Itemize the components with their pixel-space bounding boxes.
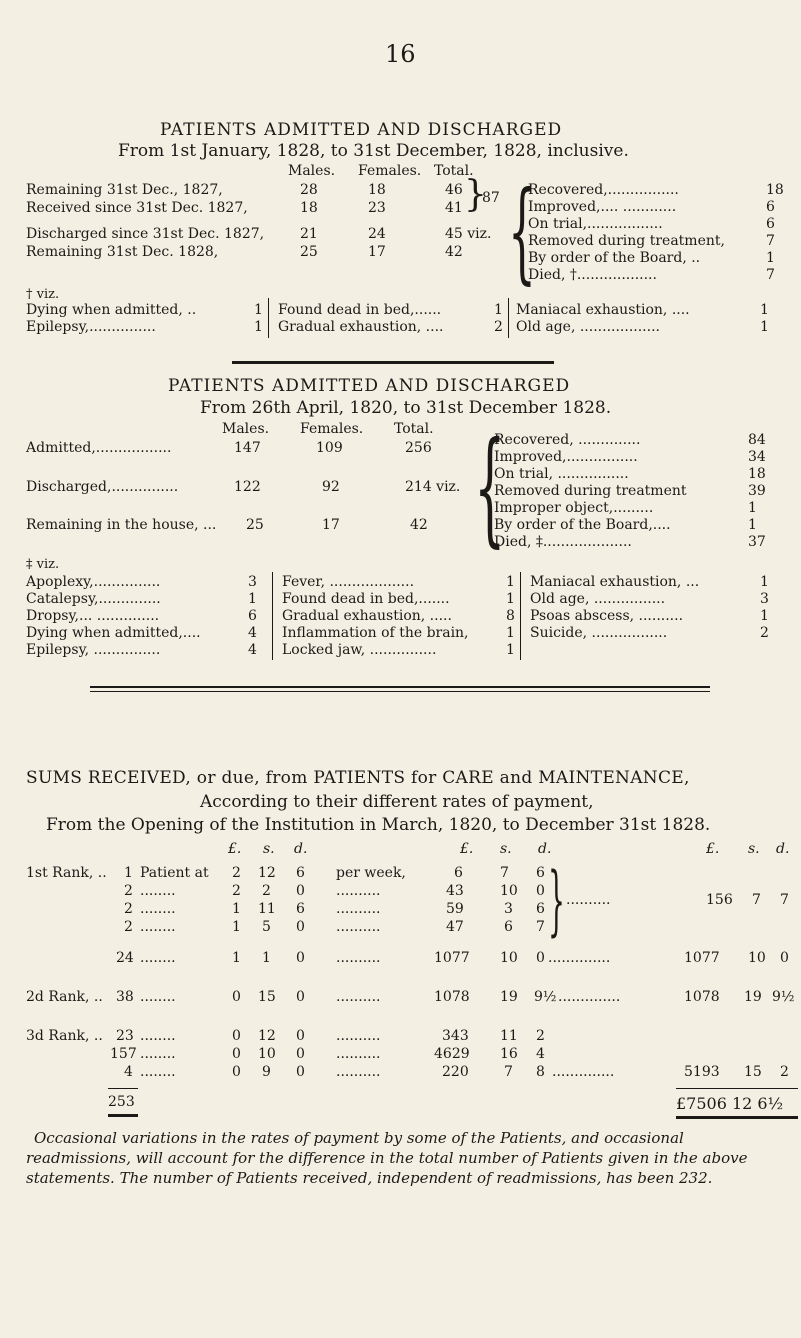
rate-pounds: 1 [232, 919, 241, 935]
section-1-title: PATIENTS ADMITTED AND DISCHARGED [160, 120, 563, 140]
outcome-value: 6 [766, 216, 775, 232]
subtotal-leader: .......... [566, 892, 611, 908]
section-3-subtitle: From the Opening of the Institution in March, 1820, to December 31st 1828. [46, 815, 711, 835]
row-females: 24 [368, 226, 386, 242]
outcome-label: On trial, ................ [494, 466, 629, 482]
subtotal-pounds: 156 [706, 892, 733, 908]
outcome-value: 18 [766, 182, 784, 198]
total-pounds: 220 [442, 1064, 469, 1080]
death-label: Maniacal exhaustion, .... [516, 302, 690, 318]
rate-period: .......... [336, 1028, 381, 1044]
row-females: 17 [322, 517, 340, 533]
death-value: 3 [248, 574, 257, 590]
row-total: 42 [445, 244, 463, 260]
section-1-subtitle: From 1st January, 1828, to 31st December, 1828, inclusive. [118, 141, 629, 161]
death-label: Inflammation of the brain, [282, 625, 469, 641]
outcome-label: Died, ‡.................... [494, 534, 632, 550]
rate-label: ........ [140, 1064, 176, 1080]
outcome-label: By order of the Board, .. [528, 250, 701, 266]
death-label: Psoas abscess, .......... [530, 608, 684, 624]
row-label: Remaining in the house, ... [26, 517, 217, 533]
rank-label: 1st Rank, .. [26, 865, 107, 881]
subtotal-leader: .............. [558, 989, 621, 1005]
rate-pence: 0 [296, 1028, 305, 1044]
row-males: 25 [246, 517, 264, 533]
row-females: 18 [368, 182, 386, 198]
divider-rule [90, 691, 710, 692]
rate-label: ........ [140, 1046, 176, 1062]
brace-small: } [464, 174, 487, 215]
total-pence: 8 [536, 1064, 545, 1080]
death-value: 1 [760, 302, 769, 318]
subtotal-shillings: 7 [752, 892, 761, 908]
rate-shillings: 12 [258, 1028, 276, 1044]
death-value: 1 [254, 319, 263, 335]
rate-pounds: 0 [232, 989, 241, 1005]
outcome-label: Recovered,................ [528, 182, 679, 198]
outcome-label: Improved,.... ............ [528, 199, 677, 215]
outcome-label: Removed during treatment [494, 483, 687, 499]
death-value: 4 [248, 642, 257, 658]
total-shillings: 16 [500, 1046, 518, 1062]
rate-shillings: 12 [258, 865, 276, 881]
patient-count: 23 [116, 1028, 134, 1044]
rate-shillings: 9 [262, 1064, 271, 1080]
patient-count: 157 [110, 1046, 137, 1062]
rate-label: ........ [140, 919, 176, 935]
rate-pounds: 0 [232, 1046, 241, 1062]
header-pence: d. [776, 841, 790, 857]
death-value: 2 [760, 625, 769, 641]
subtotal-leader: .............. [552, 1064, 615, 1080]
subtotal-shillings: 19 [744, 989, 762, 1005]
death-value: 1 [506, 625, 515, 641]
header-shilling: s. [748, 841, 760, 857]
rate-period: .......... [336, 919, 381, 935]
rate-shillings: 15 [258, 989, 276, 1005]
total-pence: 2 [536, 1028, 545, 1044]
rate-label: Patient at [140, 865, 209, 881]
total-shillings: 3 [504, 901, 513, 917]
outcome-value: 6 [766, 199, 775, 215]
total-shillings: 19 [500, 989, 518, 1005]
column-divider [520, 572, 521, 660]
total-shillings: 7 [504, 1064, 513, 1080]
death-value: 1 [494, 302, 503, 318]
death-label: Dropsy,... .............. [26, 608, 160, 624]
row-total: 256 [405, 440, 432, 456]
col-total: Total. [434, 163, 474, 179]
header-shilling: s. [500, 841, 512, 857]
total-pounds: 1078 [434, 989, 470, 1005]
rate-pence: 0 [296, 1046, 305, 1062]
death-label: Dying when admitted, .. [26, 302, 197, 318]
outcome-value: 7 [766, 267, 775, 283]
column-divider [272, 572, 273, 660]
subtotal-shillings: 15 [744, 1064, 762, 1080]
total-shillings: 10 [500, 883, 518, 899]
outcome-value: 7 [766, 233, 775, 249]
column-divider [268, 298, 269, 338]
rate-pence: 0 [296, 883, 305, 899]
total-pence: 6 [536, 865, 545, 881]
rate-period: .......... [336, 1064, 381, 1080]
row-label: Discharged since 31st Dec. 1827, [26, 226, 265, 242]
outcome-value: 84 [748, 432, 766, 448]
page-number: 16 [385, 40, 416, 68]
outcome-label: Removed during treatment, [528, 233, 725, 249]
row-females: 23 [368, 200, 386, 216]
total-shillings: 7 [500, 865, 509, 881]
rate-shillings: 5 [262, 919, 271, 935]
total-pounds: 59 [446, 901, 464, 917]
row-total: 46 [445, 182, 463, 198]
total-pence: 0 [536, 950, 545, 966]
rate-pence: 0 [296, 919, 305, 935]
patient-count: 4 [124, 1064, 133, 1080]
row-label: Remaining 31st Dec., 1827, [26, 182, 223, 198]
death-label: Found dead in bed,...... [278, 302, 442, 318]
death-value: 8 [506, 608, 515, 624]
rate-label: ........ [140, 883, 176, 899]
row-females: 109 [316, 440, 343, 456]
death-label: Found dead in bed,....... [282, 591, 450, 607]
row-total: 41 [445, 200, 463, 216]
section-2-subtitle: From 26th April, 1820, to 31st December 1828. [200, 398, 612, 418]
death-value: 6 [248, 608, 257, 624]
rate-pence: 0 [296, 1064, 305, 1080]
total-shillings: 6 [504, 919, 513, 935]
rank-label: 3d Rank, .. [26, 1028, 103, 1044]
patient-count: 38 [116, 989, 134, 1005]
outcome-label: Improper object,......... [494, 500, 654, 516]
death-value: 4 [248, 625, 257, 641]
death-value: 1 [760, 608, 769, 624]
outcome-label: Improved,................ [494, 449, 638, 465]
sum-rule [676, 1116, 798, 1119]
outcome-label: Recovered, .............. [494, 432, 641, 448]
rate-pounds: 0 [232, 1064, 241, 1080]
divider-rule [232, 361, 554, 364]
patient-count: 2 [124, 883, 133, 899]
rank-label: 2d Rank, .. [26, 989, 103, 1005]
total-pounds: 343 [442, 1028, 469, 1044]
outcome-value: 34 [748, 449, 766, 465]
grand-total: £7506 12 6½ [676, 1094, 784, 1113]
subtotal-pence: 0 [780, 950, 789, 966]
rate-period: .......... [336, 901, 381, 917]
outcome-value: 37 [748, 534, 766, 550]
subtotal-leader: .............. [548, 950, 611, 966]
outcome-label: Died, †.................. [528, 267, 657, 283]
rate-label: ........ [140, 950, 176, 966]
section-3-title: SUMS RECEIVED, or due, from PATIENTS for CARE and MAINTENANCE, [26, 768, 690, 788]
rate-label: ........ [140, 1028, 176, 1044]
row-males: 147 [234, 440, 261, 456]
death-label: Gradual exhaustion, .... [278, 319, 444, 335]
subtotal-pounds: 5193 [684, 1064, 720, 1080]
death-label: Epilepsy,............... [26, 319, 156, 335]
header-pence: d. [538, 841, 552, 857]
sum-rule [108, 1114, 138, 1117]
rate-pence: 0 [296, 989, 305, 1005]
total-pence: 4 [536, 1046, 545, 1062]
deaths-heading: † viz. [26, 287, 60, 302]
row-females: 17 [368, 244, 386, 260]
row-label: Discharged,............... [26, 479, 179, 495]
sum-rule [676, 1088, 798, 1089]
row-males: 21 [300, 226, 318, 242]
divider-rule [90, 686, 710, 688]
death-label: Fever, ................... [282, 574, 415, 590]
subtotal-pounds: 1077 [684, 950, 720, 966]
rate-period: .......... [336, 950, 381, 966]
death-value: 1 [506, 574, 515, 590]
col-females: Females. [358, 163, 422, 179]
header-pence: d. [294, 841, 308, 857]
death-value: 2 [494, 319, 503, 335]
rate-label: ........ [140, 901, 176, 917]
death-label: Maniacal exhaustion, ... [530, 574, 700, 590]
rate-period: per week, [336, 865, 406, 881]
death-label: Locked jaw, ............... [282, 642, 437, 658]
subtotal-pence: 7 [780, 892, 789, 908]
death-value: 1 [248, 591, 257, 607]
rate-shillings: 2 [262, 883, 271, 899]
rate-shillings: 11 [258, 901, 276, 917]
col-total: Total. [394, 421, 434, 437]
outcome-value: 1 [748, 500, 757, 516]
row-total: 42 [410, 517, 428, 533]
section-3-subtitle: According to their different rates of payment, [200, 792, 594, 812]
brace-large: { [508, 167, 536, 295]
rate-pence: 6 [296, 865, 305, 881]
outcome-label: By order of the Board,.... [494, 517, 671, 533]
column-divider [508, 298, 509, 338]
col-females: Females. [300, 421, 364, 437]
rate-pence: 6 [296, 901, 305, 917]
row-total: 45 viz. [445, 226, 492, 242]
death-value: 3 [760, 591, 769, 607]
subtotal-pounds: 1078 [684, 989, 720, 1005]
section-2-title: PATIENTS ADMITTED AND DISCHARGED [168, 376, 571, 396]
total-shillings: 10 [500, 950, 518, 966]
outcome-value: 1 [748, 517, 757, 533]
footnote: Occasional variations in the rates of payment by some of the Patients, and occasional readmissions, will account for the difference in the total number of Patients given in the above statements. The number of Patients received, independent of readmissions, has been 232. [26, 1129, 748, 1187]
death-value: 1 [506, 642, 515, 658]
total-pence: 7 [536, 919, 545, 935]
sum-rule [108, 1088, 138, 1089]
total-pounds: 4629 [434, 1046, 470, 1062]
rate-shillings: 10 [258, 1046, 276, 1062]
row-males: 18 [300, 200, 318, 216]
rate-label: ........ [140, 989, 176, 1005]
rate-period: .......... [336, 1046, 381, 1062]
deaths-heading: ‡ viz. [26, 557, 60, 572]
subtotal-shillings: 10 [748, 950, 766, 966]
outcome-value: 39 [748, 483, 766, 499]
subtotal-pence: 9½ [772, 989, 795, 1005]
bracket-total: 87 [482, 190, 500, 206]
total-shillings: 11 [500, 1028, 518, 1044]
death-label: Suicide, ................. [530, 625, 668, 641]
rate-period: .......... [336, 883, 381, 899]
header-shilling: s. [263, 841, 275, 857]
outcome-label: On trial,................. [528, 216, 663, 232]
death-label: Gradual exhaustion, ..... [282, 608, 452, 624]
row-label: Received since 31st Dec. 1827, [26, 200, 248, 216]
patient-count: 24 [116, 950, 134, 966]
outcome-value: 1 [766, 250, 775, 266]
row-females: 92 [322, 479, 340, 495]
total-pounds: 43 [446, 883, 464, 899]
death-label: Apoplexy,............... [26, 574, 161, 590]
total-pence: 6 [536, 901, 545, 917]
total-pounds: 47 [446, 919, 464, 935]
death-value: 1 [254, 302, 263, 318]
brace-large: { [474, 416, 506, 560]
rate-pounds: 1 [232, 950, 241, 966]
death-value: 1 [760, 319, 769, 335]
outcome-value: 18 [748, 466, 766, 482]
rate-pence: 0 [296, 950, 305, 966]
header-pound: £. [706, 841, 720, 857]
patient-count: 2 [124, 901, 133, 917]
total-pence: 9½ [534, 989, 557, 1005]
rate-pounds: 0 [232, 1028, 241, 1044]
rate-pounds: 1 [232, 901, 241, 917]
row-label: Admitted,................. [26, 440, 172, 456]
patient-count: 1 [124, 865, 133, 881]
rate-shillings: 1 [262, 950, 271, 966]
total-pounds: 1077 [434, 950, 470, 966]
death-label: Old age, ................ [530, 591, 666, 607]
rate-pounds: 2 [232, 865, 241, 881]
brace-right: } [548, 855, 565, 944]
total-pounds: 6 [454, 865, 463, 881]
row-males: 25 [300, 244, 318, 260]
death-label: Dying when admitted,.... [26, 625, 201, 641]
patient-count-total: 253 [108, 1094, 135, 1110]
death-label: Old age, .................. [516, 319, 660, 335]
row-label: Remaining 31st Dec. 1828, [26, 244, 219, 260]
header-pound: £. [228, 841, 242, 857]
row-total: 214 viz. [405, 479, 461, 495]
death-label: Epilepsy, ............... [26, 642, 161, 658]
col-males: Males. [288, 163, 336, 179]
row-males: 28 [300, 182, 318, 198]
death-value: 1 [506, 591, 515, 607]
header-pound: £. [460, 841, 474, 857]
patient-count: 2 [124, 919, 133, 935]
rate-period: .......... [336, 989, 381, 1005]
total-pence: 0 [536, 883, 545, 899]
death-value: 1 [760, 574, 769, 590]
death-label: Catalepsy,.............. [26, 591, 161, 607]
rate-pounds: 2 [232, 883, 241, 899]
row-males: 122 [234, 479, 261, 495]
col-males: Males. [222, 421, 270, 437]
subtotal-pence: 2 [780, 1064, 789, 1080]
